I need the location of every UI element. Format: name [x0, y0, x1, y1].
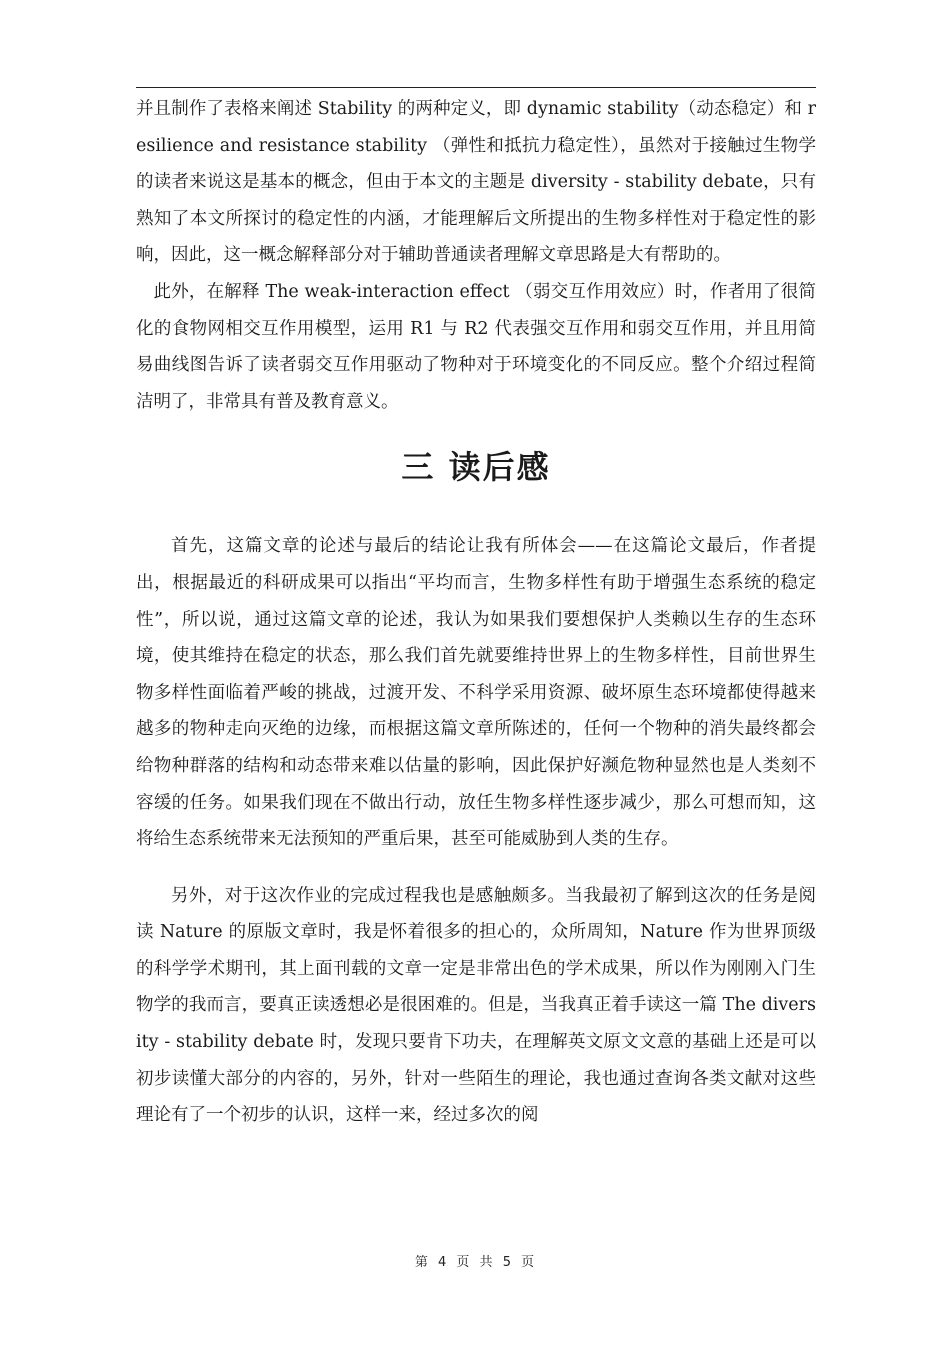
paragraph-weak-interaction: 此外，在解释 The weak-interaction effect （弱交互作用效应）时，作者用了很简化的食物网相交互作用模型，运用 R1 与 R2 代表强交互作用和弱交互作用，并且用简易曲线图告诉了读者弱交互作用驱动了物种对于环境变化的不同反应。整个介绍过程简洁明了，非常具有普及教育意义。	[136, 281, 816, 412]
section-heading: 三 读后感	[401, 448, 551, 487]
paragraph-continued: 并且制作了表格来阐述 Stability 的两种定义，即 dynamic stability（动态稳定）和 resilience and resistance stability （弹性和抵抗力稳定性），虽然对于接触过生物学的读者来说这是基本的概念，但由于本文的主题是 diversity - stability debate，只有熟知了本文所探讨的稳定性的内涵，才能理解后文所提出的生物多样性对于稳定性的影响，因此，这一概念解释部分对于辅助普通读者理解文章思路是大有帮助的。	[136, 99, 816, 266]
paragraph-first-reflection: 首先，这篇文章的论述与最后的结论让我有所体会——在这篇论文最后，作者提出，根据最近的科研成果可以指出“平均而言，生物多样性有助于增强生态系统的稳定性”，所以说，通过这篇文章的论述，我认为如果我们要想保护人类赖以生存的生态环境，使其维持在稳定的状态，那么我们首先就要维持世界上的生物多样性，目前世界生物多样性面临着严峻的挑战，过渡开发、不科学采用资源、破坏原生态环境都使得越来越多的物种走向灭绝的边缘，而根据这篇文章所陈述的，任何一个物种的消失最终都会给物种群落的结构和动态带来难以估量的影响，因此保护好濒危物种显然也是人类刻不容缓的任务。如果我们现在不做出行动，放任生物多样性逐步减少，那么可想而知，这将给生态系统带来无法预知的严重后果，甚至可能威胁到人类的生存。	[136, 536, 816, 850]
paragraph-second-reflection: 另外，对于这次作业的完成过程我也是感触颇多。当我最初了解到这次的任务是阅读 Nature 的原版文章时，我是怀着很多的担心的，众所周知，Nature 作为世界顶级的科学学术期刊，其上面刊载的文章一定是非常出色的学术成果，所以作为刚刚入门生物学的我而言，要真正读透想必是很困难的。但是，当我真正着手读这一篇 The diversity - stability debate 时，发现只要肯下功夫，在理解英文原文文意的基础上还是可以初步读懂大部分的内容的，另外，针对一些陌生的理论，我也通过查询各类文献对这些理论有了一个初步的认识，这样一来，经过多次的阅	[136, 885, 816, 1126]
section-heading-wrap	[136, 420, 816, 524]
page-content	[136, 91, 816, 1134]
header-rule	[136, 87, 816, 88]
page-number-footer: 第 4 页 共 5 页	[414, 1255, 538, 1270]
